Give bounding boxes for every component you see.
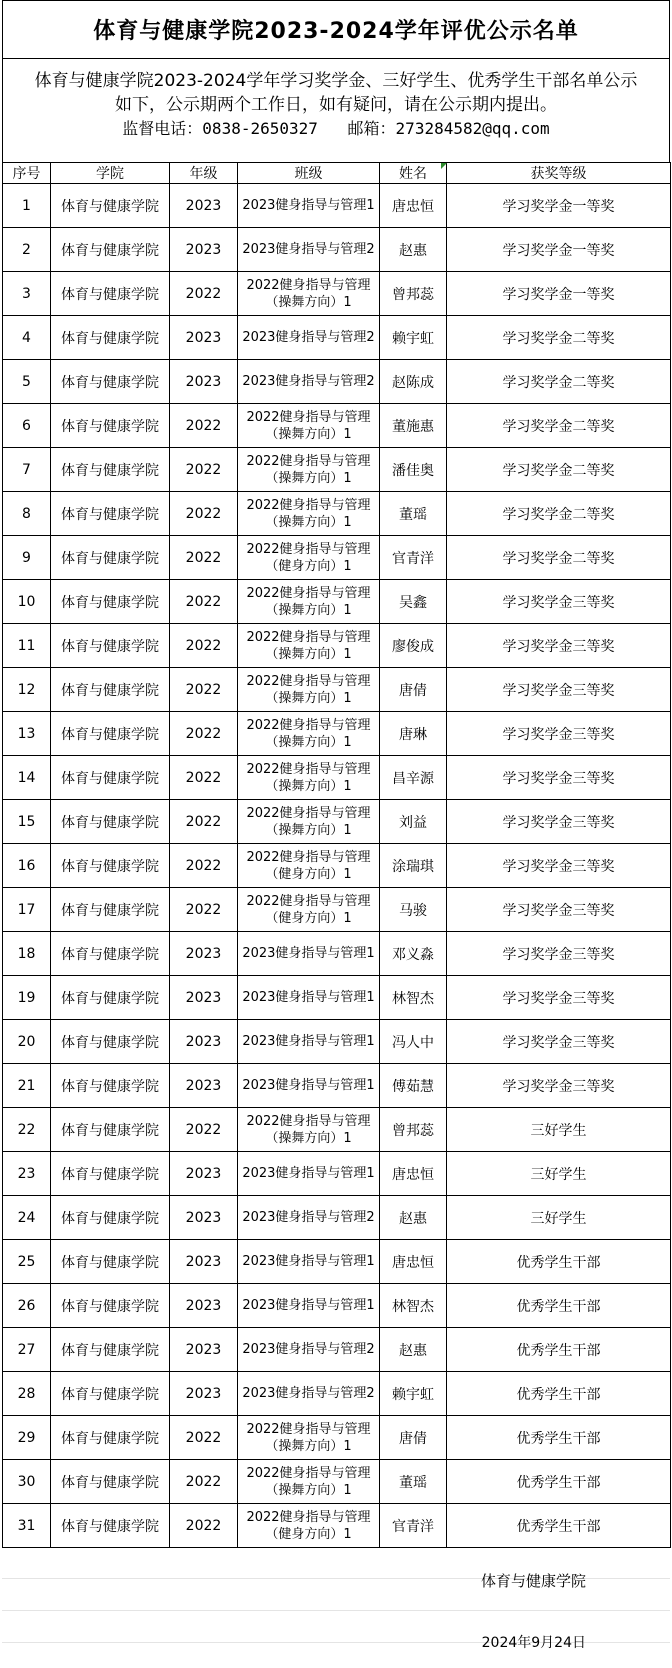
cell-index: 14	[3, 756, 51, 800]
cell-college: 体育与健康学院	[51, 624, 170, 668]
cell-award: 学习奖学金三等奖	[447, 800, 671, 844]
cell-class	[238, 1328, 380, 1372]
cell-index: 10	[3, 580, 51, 624]
cell-index: 12	[3, 668, 51, 712]
cell-class	[238, 360, 380, 404]
cell-grade: 2023	[170, 1152, 238, 1196]
cell-college: 体育与健康学院	[51, 1108, 170, 1152]
cell-award: 学习奖学金二等奖	[447, 404, 671, 448]
cell-college: 体育与健康学院	[51, 316, 170, 360]
cell-class	[238, 1284, 380, 1328]
class-line-1: 2022健身指导与管理	[246, 717, 371, 733]
class-line-1: 2022健身指导与管理	[246, 761, 371, 777]
cell-award: 三好学生	[447, 1108, 671, 1152]
table-row	[3, 316, 671, 360]
cell-grade: 2022	[170, 624, 238, 668]
cell-award: 学习奖学金二等奖	[447, 316, 671, 360]
cell-index: 2	[3, 228, 51, 272]
cell-award: 优秀学生干部	[447, 1460, 671, 1504]
cell-grade: 2022	[170, 448, 238, 492]
header-grade: 年级	[170, 163, 238, 184]
header-award: 获奖等级	[447, 163, 671, 184]
class-line-2: （操舞方向）1	[265, 646, 352, 662]
header-college: 学院	[51, 163, 170, 184]
table-row	[3, 492, 671, 536]
table-row	[3, 756, 671, 800]
cell-award: 学习奖学金三等奖	[447, 1064, 671, 1108]
table-row	[3, 1020, 671, 1064]
cell-name: 唐忠恒	[380, 1152, 447, 1196]
cell-college: 体育与健康学院	[51, 1152, 170, 1196]
class-line-1: 2023健身指导与管理1	[242, 990, 375, 1005]
cell-class	[238, 580, 380, 624]
cell-award: 学习奖学金三等奖	[447, 932, 671, 976]
cell-award: 学习奖学金三等奖	[447, 624, 671, 668]
cell-name: 昌辛源	[380, 756, 447, 800]
class-line-1: 2023健身指导与管理2	[242, 374, 375, 389]
cell-grade: 2022	[170, 1504, 238, 1548]
cell-name: 唐倩	[380, 1416, 447, 1460]
notice-line-1: 体育与健康学院2023-2024学年学习奖学金、三好学生、优秀学生干部名单公示	[34, 71, 638, 91]
cell-index: 29	[3, 1416, 51, 1460]
cell-grade: 2023	[170, 1064, 238, 1108]
header-class: 班级	[238, 163, 380, 184]
table-row	[3, 1152, 671, 1196]
table-row	[3, 624, 671, 668]
cell-award: 优秀学生干部	[447, 1504, 671, 1548]
cell-grade: 2022	[170, 492, 238, 536]
cell-index: 13	[3, 712, 51, 756]
table-row	[3, 404, 671, 448]
cell-name: 曾邦蕊	[380, 272, 447, 316]
class-line-2: （操舞方向）1	[265, 1130, 352, 1146]
cell-class	[238, 844, 380, 888]
cell-college: 体育与健康学院	[51, 844, 170, 888]
cell-index: 1	[3, 184, 51, 228]
cell-class	[238, 1240, 380, 1284]
class-line-1: 2022健身指导与管理	[246, 541, 371, 557]
class-line-2: （操舞方向）1	[265, 1482, 352, 1498]
cell-award: 优秀学生干部	[447, 1416, 671, 1460]
cell-grade: 2022	[170, 580, 238, 624]
table-row	[3, 844, 671, 888]
table-row	[3, 1284, 671, 1328]
table-row	[3, 712, 671, 756]
cell-college: 体育与健康学院	[51, 1284, 170, 1328]
cell-name: 唐忠恒	[380, 1240, 447, 1284]
cell-award: 学习奖学金三等奖	[447, 888, 671, 932]
class-line-1: 2023健身指导与管理2	[242, 330, 375, 345]
cell-name: 曾邦蕊	[380, 1108, 447, 1152]
cell-award: 学习奖学金一等奖	[447, 272, 671, 316]
class-line-2: （操舞方向）1	[265, 734, 352, 750]
cell-class	[238, 668, 380, 712]
cell-class	[238, 756, 380, 800]
class-line-2: （健身方向）1	[265, 910, 352, 926]
cell-award: 学习奖学金一等奖	[447, 228, 671, 272]
cell-index: 19	[3, 976, 51, 1020]
cell-class	[238, 1064, 380, 1108]
cell-index: 18	[3, 932, 51, 976]
cell-name: 涂瑞琪	[380, 844, 447, 888]
class-line-1: 2022健身指导与管理	[246, 1509, 371, 1525]
cell-college: 体育与健康学院	[51, 1196, 170, 1240]
class-line-1: 2023健身指导与管理2	[242, 1210, 375, 1225]
class-line-1: 2023健身指导与管理2	[242, 1386, 375, 1401]
cell-index: 11	[3, 624, 51, 668]
table-row	[3, 580, 671, 624]
cell-class	[238, 492, 380, 536]
table-header-row	[3, 163, 671, 184]
cell-award: 学习奖学金一等奖	[447, 184, 671, 228]
cell-grade: 2022	[170, 1460, 238, 1504]
cell-name: 赵惠	[380, 1196, 447, 1240]
cell-index: 6	[3, 404, 51, 448]
cell-college: 体育与健康学院	[51, 360, 170, 404]
cell-grade: 2023	[170, 932, 238, 976]
cell-class	[238, 1416, 380, 1460]
class-line-1: 2023健身指导与管理1	[242, 1254, 375, 1269]
table-row	[3, 800, 671, 844]
cell-college: 体育与健康学院	[51, 1240, 170, 1284]
class-line-2: （操舞方向）1	[265, 294, 352, 310]
cell-grade: 2023	[170, 1020, 238, 1064]
cell-index: 28	[3, 1372, 51, 1416]
class-line-2: （健身方向）1	[265, 866, 352, 882]
class-line-1: 2023健身指导与管理1	[242, 198, 375, 213]
cell-class	[238, 1020, 380, 1064]
table-row	[3, 448, 671, 492]
header-name: 姓名	[380, 163, 447, 184]
cell-class	[238, 1152, 380, 1196]
class-line-1: 2022健身指导与管理	[246, 1421, 371, 1437]
class-line-2: （健身方向）1	[265, 1526, 352, 1542]
cell-comment-marker	[441, 163, 447, 169]
table-row	[3, 228, 671, 272]
cell-award: 优秀学生干部	[447, 1240, 671, 1284]
cell-grade: 2022	[170, 1416, 238, 1460]
cell-class	[238, 800, 380, 844]
cell-grade: 2022	[170, 272, 238, 316]
supervision-phone: 监督电话：0838-2650327	[122, 119, 318, 138]
cell-award: 学习奖学金三等奖	[447, 756, 671, 800]
cell-college: 体育与健康学院	[51, 272, 170, 316]
table-row	[3, 1416, 671, 1460]
cell-name: 赵惠	[380, 1328, 447, 1372]
class-line-1: 2022健身指导与管理	[246, 849, 371, 865]
cell-award: 三好学生	[447, 1196, 671, 1240]
cell-index: 23	[3, 1152, 51, 1196]
cell-grade: 2023	[170, 1328, 238, 1372]
cell-name: 赵惠	[380, 228, 447, 272]
cell-class	[238, 228, 380, 272]
cell-class	[238, 1504, 380, 1548]
cell-class	[238, 272, 380, 316]
class-line-1: 2023健身指导与管理1	[242, 1078, 375, 1093]
cell-name: 唐琳	[380, 712, 447, 756]
table-row	[3, 668, 671, 712]
cell-grade: 2023	[170, 1196, 238, 1240]
cell-college: 体育与健康学院	[51, 712, 170, 756]
class-line-2: （操舞方向）1	[265, 1438, 352, 1454]
cell-award: 学习奖学金三等奖	[447, 976, 671, 1020]
cell-award: 优秀学生干部	[447, 1284, 671, 1328]
cell-name: 赵陈成	[380, 360, 447, 404]
table-row	[3, 272, 671, 316]
header-index: 序号	[3, 163, 51, 184]
cell-grade: 2022	[170, 536, 238, 580]
cell-college: 体育与健康学院	[51, 448, 170, 492]
contact-line	[9, 117, 663, 141]
cell-grade: 2023	[170, 1240, 238, 1284]
class-line-1: 2022健身指导与管理	[246, 629, 371, 645]
class-line-1: 2022健身指导与管理	[246, 805, 371, 821]
class-line-1: 2022健身指导与管理	[246, 673, 371, 689]
cell-name: 赖宇虹	[380, 316, 447, 360]
cell-index: 4	[3, 316, 51, 360]
table-row	[3, 1328, 671, 1372]
class-line-2: （操舞方向）1	[265, 602, 352, 618]
class-line-1: 2022健身指导与管理	[246, 1465, 371, 1481]
cell-college: 体育与健康学院	[51, 976, 170, 1020]
cell-class	[238, 184, 380, 228]
cell-name: 冯人中	[380, 1020, 447, 1064]
cell-college: 体育与健康学院	[51, 1416, 170, 1460]
class-line-1: 2022健身指导与管理	[246, 1113, 371, 1129]
contact-email: 邮箱：273284582@qq.com	[347, 119, 550, 138]
footer-org: 体育与健康学院	[480, 1572, 586, 1590]
class-line-1: 2022健身指导与管理	[246, 497, 371, 513]
cell-grade: 2022	[170, 888, 238, 932]
cell-college: 体育与健康学院	[51, 1372, 170, 1416]
class-line-2: （操舞方向）1	[265, 822, 352, 838]
cell-college: 体育与健康学院	[51, 756, 170, 800]
cell-name: 赖宇虹	[380, 1372, 447, 1416]
cell-grade: 2022	[170, 1108, 238, 1152]
cell-college: 体育与健康学院	[51, 932, 170, 976]
cell-index: 24	[3, 1196, 51, 1240]
cell-college: 体育与健康学院	[51, 1504, 170, 1548]
class-line-1: 2022健身指导与管理	[246, 585, 371, 601]
cell-award: 学习奖学金二等奖	[447, 360, 671, 404]
cell-index: 7	[3, 448, 51, 492]
cell-name: 唐忠恒	[380, 184, 447, 228]
cell-grade: 2023	[170, 976, 238, 1020]
class-line-1: 2023健身指导与管理1	[242, 1034, 375, 1049]
cell-college: 体育与健康学院	[51, 184, 170, 228]
cell-award: 学习奖学金二等奖	[447, 536, 671, 580]
cell-college: 体育与健康学院	[51, 492, 170, 536]
cell-index: 16	[3, 844, 51, 888]
cell-college: 体育与健康学院	[51, 668, 170, 712]
class-line-1: 2022健身指导与管理	[246, 893, 371, 909]
cell-class	[238, 536, 380, 580]
class-line-1: 2023健身指导与管理2	[242, 1342, 375, 1357]
cell-name: 董瑶	[380, 1460, 447, 1504]
cell-award: 学习奖学金三等奖	[447, 712, 671, 756]
cell-class	[238, 976, 380, 1020]
cell-class	[238, 624, 380, 668]
class-line-2: （操舞方向）1	[265, 470, 352, 486]
cell-college: 体育与健康学院	[51, 536, 170, 580]
table-row	[3, 888, 671, 932]
cell-index: 20	[3, 1020, 51, 1064]
cell-college: 体育与健康学院	[51, 1460, 170, 1504]
cell-name: 董施惠	[380, 404, 447, 448]
cell-grade: 2022	[170, 844, 238, 888]
table-row	[3, 1108, 671, 1152]
cell-grade: 2023	[170, 360, 238, 404]
cell-index: 9	[3, 536, 51, 580]
class-line-1: 2022健身指导与管理	[246, 453, 371, 469]
cell-class	[238, 932, 380, 976]
cell-class	[238, 448, 380, 492]
cell-name: 马骏	[380, 888, 447, 932]
cell-college: 体育与健康学院	[51, 888, 170, 932]
cell-index: 21	[3, 1064, 51, 1108]
cell-name: 唐倩	[380, 668, 447, 712]
table-row	[3, 1504, 671, 1548]
cell-class	[238, 1372, 380, 1416]
cell-grade: 2023	[170, 1284, 238, 1328]
table-row	[3, 536, 671, 580]
table-row	[3, 1064, 671, 1108]
cell-college: 体育与健康学院	[51, 800, 170, 844]
cell-name: 邓义淼	[380, 932, 447, 976]
award-notice-sheet	[2, 0, 670, 1668]
cell-award: 学习奖学金二等奖	[447, 448, 671, 492]
table-row	[3, 1460, 671, 1504]
cell-name: 吴鑫	[380, 580, 447, 624]
cell-class	[238, 1196, 380, 1240]
cell-index: 17	[3, 888, 51, 932]
cell-index: 26	[3, 1284, 51, 1328]
class-line-2: （操舞方向）1	[265, 514, 352, 530]
table-row	[3, 976, 671, 1020]
cell-index: 5	[3, 360, 51, 404]
notice-line-2: 如下，公示期两个工作日，如有疑问，请在公示期内提出。	[115, 95, 557, 115]
page-title: 体育与健康学院2023-2024学年评优公示名单	[2, 0, 670, 58]
cell-grade: 2022	[170, 404, 238, 448]
class-line-2: （操舞方向）1	[265, 426, 352, 442]
class-line-1: 2022健身指导与管理	[246, 409, 371, 425]
table-row	[3, 184, 671, 228]
cell-index: 15	[3, 800, 51, 844]
cell-index: 25	[3, 1240, 51, 1284]
cell-class	[238, 712, 380, 756]
cell-grade: 2023	[170, 184, 238, 228]
class-line-1: 2023健身指导与管理1	[242, 1298, 375, 1313]
cell-name: 林智杰	[380, 1284, 447, 1328]
class-line-2: （健身方向）1	[265, 558, 352, 574]
table-row	[3, 1372, 671, 1416]
cell-name: 刘益	[380, 800, 447, 844]
cell-award: 学习奖学金三等奖	[447, 1020, 671, 1064]
table-row	[3, 1196, 671, 1240]
cell-index: 3	[3, 272, 51, 316]
table-body	[3, 184, 671, 1548]
cell-college: 体育与健康学院	[51, 1064, 170, 1108]
class-line-2: （操舞方向）1	[265, 778, 352, 794]
cell-college: 体育与健康学院	[51, 1328, 170, 1372]
cell-grade: 2023	[170, 1372, 238, 1416]
class-line-1: 2022健身指导与管理	[246, 277, 371, 293]
award-table	[2, 162, 671, 1548]
cell-name: 廖俊成	[380, 624, 447, 668]
cell-index: 8	[3, 492, 51, 536]
cell-grade: 2022	[170, 800, 238, 844]
class-line-1: 2023健身指导与管理2	[242, 242, 375, 257]
cell-award: 学习奖学金三等奖	[447, 668, 671, 712]
cell-index: 22	[3, 1108, 51, 1152]
cell-college: 体育与健康学院	[51, 1020, 170, 1064]
cell-award: 优秀学生干部	[447, 1328, 671, 1372]
footer-date: 2024年9月24日	[481, 1635, 586, 1651]
class-line-2: （操舞方向）1	[265, 690, 352, 706]
cell-grade: 2022	[170, 668, 238, 712]
cell-grade: 2022	[170, 756, 238, 800]
cell-award: 学习奖学金三等奖	[447, 844, 671, 888]
table-row	[3, 360, 671, 404]
cell-class	[238, 316, 380, 360]
cell-grade: 2023	[170, 228, 238, 272]
cell-name: 董瑶	[380, 492, 447, 536]
cell-award: 优秀学生干部	[447, 1372, 671, 1416]
cell-name: 林智杰	[380, 976, 447, 1020]
table-row	[3, 932, 671, 976]
notice-block	[2, 58, 670, 162]
cell-college: 体育与健康学院	[51, 228, 170, 272]
cell-class	[238, 404, 380, 448]
cell-award: 学习奖学金二等奖	[447, 492, 671, 536]
cell-college: 体育与健康学院	[51, 404, 170, 448]
cell-index: 30	[3, 1460, 51, 1504]
cell-award: 学习奖学金三等奖	[447, 580, 671, 624]
class-line-1: 2023健身指导与管理1	[242, 946, 375, 961]
cell-index: 27	[3, 1328, 51, 1372]
table-row	[3, 1240, 671, 1284]
cell-award: 三好学生	[447, 1152, 671, 1196]
footer	[2, 1548, 670, 1668]
cell-grade: 2023	[170, 316, 238, 360]
grid-line	[2, 1610, 670, 1611]
cell-index: 31	[3, 1504, 51, 1548]
cell-class	[238, 1460, 380, 1504]
cell-name: 潘佳奥	[380, 448, 447, 492]
cell-name: 傅茹慧	[380, 1064, 447, 1108]
class-line-1: 2023健身指导与管理1	[242, 1166, 375, 1181]
cell-name: 官青洋	[380, 1504, 447, 1548]
cell-college: 体育与健康学院	[51, 580, 170, 624]
cell-name: 官青洋	[380, 536, 447, 580]
cell-class	[238, 888, 380, 932]
cell-class	[238, 1108, 380, 1152]
cell-grade: 2022	[170, 712, 238, 756]
